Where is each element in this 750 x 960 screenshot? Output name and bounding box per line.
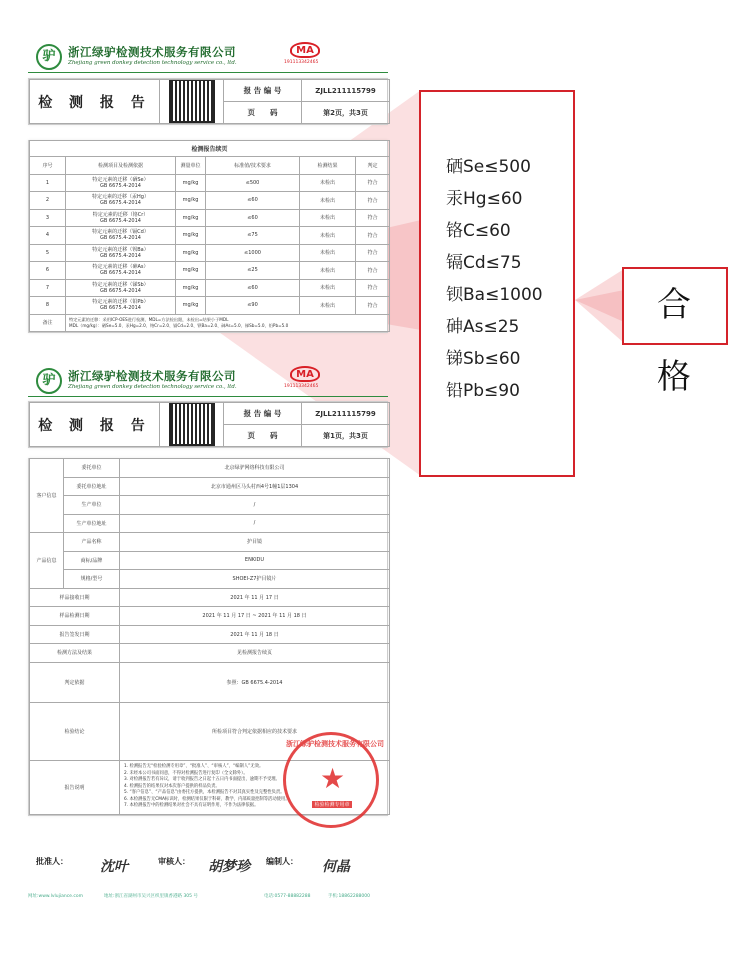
row-item <box>66 279 176 297</box>
field-label: 检测方法及结果 <box>30 644 120 663</box>
row-limit: ≤25 <box>206 262 300 280</box>
seal-bottom-text: 检验检测专用章 <box>312 801 352 808</box>
row-verdict: 符合 <box>356 227 390 245</box>
field-value: 护目镜 <box>120 533 390 552</box>
row-unit: mg/kg <box>176 174 206 192</box>
remark-label: 备注 <box>30 314 66 332</box>
row-no: 5 <box>30 244 66 262</box>
result-row <box>30 209 390 227</box>
row-no: 3 <box>30 209 66 227</box>
col-header: 序号 <box>30 157 66 175</box>
row-verdict: 符合 <box>356 209 390 227</box>
field-label: 样品检测日期 <box>30 607 120 626</box>
row-limit: ≤500 <box>206 174 300 192</box>
row-item <box>66 192 176 210</box>
company-logo-icon: 驴 <box>36 44 62 70</box>
approver-signature: 沈叶 <box>100 859 128 875</box>
row-result: 未检出 <box>300 209 356 227</box>
approver-label: 批准人： <box>36 857 68 866</box>
page1-sheet <box>28 401 388 448</box>
field-label: 产品名称 <box>64 533 120 552</box>
row-item <box>66 262 176 280</box>
company-logo-icon: 驴 <box>36 368 62 394</box>
remark-line: 特定元素的迁移：采用ICP-OES进行检测，MDL=方法检出限，未检出=结果小于MDL <box>69 316 229 322</box>
row-limit: ≤90 <box>206 297 300 315</box>
note-line: 2. 未经本公司书面同意，不得对检测报告进行复印（全文除外）。 <box>124 770 248 776</box>
cma-number: 191113342465 <box>284 384 319 389</box>
limit-item: 铬C≤60 <box>446 221 511 241</box>
star-icon: ★ <box>320 762 346 795</box>
field-value: SHOEI-Z7护目镜片 <box>120 570 390 589</box>
row-result: 未检出 <box>300 174 356 192</box>
page2-company-header <box>28 42 388 74</box>
signature-row <box>28 848 388 874</box>
row-item-method: GB 6675.4-2014 <box>100 235 141 242</box>
page-label: 页 码 <box>224 102 302 124</box>
cma-mark: MA <box>290 42 320 58</box>
reviewer-label: 审核人： <box>158 857 190 866</box>
row-item <box>66 174 176 192</box>
row-limit: ≤75 <box>206 227 300 245</box>
footer-address: 地址:浙江省湖州市吴兴区织里镇香港路 305 号 <box>104 894 198 899</box>
row-unit: mg/kg <box>176 262 206 280</box>
limit-item: 硒Se≤500 <box>446 157 531 177</box>
field-value: 北京市通州区马头村西4号1幢1层1304 <box>120 477 390 496</box>
limit-item: 镉Cd≤75 <box>446 253 522 273</box>
row-unit: mg/kg <box>176 209 206 227</box>
field-label: 商标/品牌 <box>64 551 120 570</box>
row-item-name: 特定元素的迁移（镉Cd） <box>92 229 149 236</box>
row-no: 7 <box>30 279 66 297</box>
field-value: 所检项目符合判定依据相应的技术要求 <box>120 702 390 760</box>
row-limit: ≤1000 <box>206 244 300 262</box>
row-result: 未检出 <box>300 244 356 262</box>
row-limit: ≤60 <box>206 209 300 227</box>
result-row <box>30 174 390 192</box>
field-value: 见检测报告续页 <box>120 644 390 663</box>
field-label: 检验结论 <box>30 702 120 760</box>
row-item <box>66 244 176 262</box>
limits-callout <box>419 90 575 477</box>
test-results-table <box>29 140 390 332</box>
note-line: 1. 检测报告无“检验检测专用章”、“批准人”、“审核人”、“编制人”无效。 <box>124 763 264 769</box>
page2-title-table <box>29 79 390 124</box>
remark-cell <box>66 314 390 332</box>
reviewer-signature: 胡梦珍 <box>208 859 250 875</box>
report-no-label: 报 告 编 号 <box>224 403 302 425</box>
row-unit: mg/kg <box>176 279 206 297</box>
result-row <box>30 297 390 315</box>
row-item-name: 特定元素的迁移（铅Pb） <box>92 299 149 306</box>
field-label: 报告说明 <box>30 760 120 814</box>
qr-code-icon <box>160 80 224 124</box>
official-seal <box>283 732 384 828</box>
report-title: 检 测 报 告 <box>30 403 160 447</box>
field-label: 判定依据 <box>30 662 120 702</box>
company-name-en: Zhejiang green donkey detection technology service co., ltd. <box>68 384 237 390</box>
note-line: 5. “客户信息”、“产品信息”由委托方提供，本检测报告不对其真实性及完整性负责。 <box>124 790 285 796</box>
row-result: 未检出 <box>300 279 356 297</box>
row-no: 4 <box>30 227 66 245</box>
note-line: 6. 本检测报告无CMA标识时，检测结果仅限于科研、教学、内部质量控制等活动使用。 <box>124 796 290 802</box>
col-header: 测量单位 <box>176 157 206 175</box>
note-line: 4. 检测报告的结果仅对本次客户提供的样品负责。 <box>124 783 220 789</box>
result-row <box>30 192 390 210</box>
header-divider <box>28 396 388 397</box>
field-label: 样品接收日期 <box>30 588 120 607</box>
col-header: 检测结果 <box>300 157 356 175</box>
company-name-cn: 浙江绿驴检测技术服务有限公司 <box>68 369 236 383</box>
seal-text: 浙江绿驴检测技术服务有限公司 <box>286 740 384 748</box>
col-header: 检测项目及检测依据 <box>66 157 176 175</box>
field-label: 报告签发日期 <box>30 625 120 644</box>
row-item-name: 特定元素的迁移（钡Ba） <box>92 246 149 253</box>
field-value: 2021 年 11 月 17 日 <box>120 588 390 607</box>
result-row <box>30 227 390 245</box>
row-unit: mg/kg <box>176 297 206 315</box>
footer-mobile: 手机:18862288000 <box>328 894 371 899</box>
field-label: 规格/型号 <box>64 570 120 589</box>
field-value: 2021 年 11 月 17 日 ~ 2021 年 11 月 18 日 <box>120 607 390 626</box>
row-item-method: GB 6675.4-2014 <box>100 200 141 207</box>
note-line: 7. 本检测报告中的检测结果对社会不具有证明作用，不作为法律依据。 <box>124 803 259 809</box>
row-verdict: 符合 <box>356 279 390 297</box>
company-name-cn: 浙江绿驴检测技术服务有限公司 <box>68 45 236 59</box>
row-unit: mg/kg <box>176 244 206 262</box>
row-verdict: 符合 <box>356 297 390 315</box>
row-verdict: 符合 <box>356 244 390 262</box>
row-item-name: 特定元素的迁移（砷As） <box>92 264 149 271</box>
page-value: 第2页，共3页 <box>302 102 390 124</box>
field-label: 生产单位 <box>64 496 120 515</box>
row-item-method: GB 6675.4-2014 <box>100 305 141 312</box>
row-result: 未检出 <box>300 297 356 315</box>
limit-item: 砷As≤25 <box>446 317 520 337</box>
footer-site: 网址:www.lvlujiance.com <box>28 894 83 899</box>
qr-code-icon <box>160 403 224 447</box>
row-unit: mg/kg <box>176 227 206 245</box>
header-divider <box>28 72 388 73</box>
pass-verdict: 合 格 <box>622 267 728 345</box>
row-item-method: GB 6675.4-2014 <box>100 217 141 224</box>
limit-item: 钡Ba≤1000 <box>446 285 543 305</box>
row-verdict: 符合 <box>356 262 390 280</box>
report-no-label: 报 告 编 号 <box>224 80 302 102</box>
row-no: 2 <box>30 192 66 210</box>
page2-sheet <box>28 78 388 125</box>
row-no: 6 <box>30 262 66 280</box>
product-group-label: 产品信息 <box>30 533 64 589</box>
report-no: ZJLL211115799 <box>302 80 390 102</box>
page-label: 页 码 <box>224 425 302 447</box>
row-unit: mg/kg <box>176 192 206 210</box>
row-result: 未检出 <box>300 192 356 210</box>
row-item-name: 特定元素的迁移（锑Sb） <box>92 281 149 288</box>
row-item-method: GB 6675.4-2014 <box>100 182 141 189</box>
row-verdict: 符合 <box>356 192 390 210</box>
field-value: / <box>120 514 390 533</box>
field-label: 委托单位地址 <box>64 477 120 496</box>
row-result: 未检出 <box>300 262 356 280</box>
row-no: 1 <box>30 174 66 192</box>
limit-item: 汞Hg≤60 <box>446 189 523 209</box>
page2-data-sheet <box>28 140 388 333</box>
field-value: 2021 年 11 月 18 日 <box>120 625 390 644</box>
field-label: 委托单位 <box>64 459 120 478</box>
report-no: ZJLL211115799 <box>302 403 390 425</box>
preparer-signature: 何晶 <box>322 859 350 875</box>
remark-line: MDL（mg/kg）：硒Se=5.0、汞Hg=2.0、铬Cr=2.0、镉Cd=2.0、钡Ba=2.0、砷As=5.0、锑Sb=5.0、铅Pb=5.0 <box>69 322 289 328</box>
field-label: 生产单位地址 <box>64 514 120 533</box>
client-group-label: 客户信息 <box>30 459 64 533</box>
col-header: 标准值/技术要求 <box>206 157 300 175</box>
field-value: 参照：GB 6675.4-2014 <box>120 662 390 702</box>
cma-mark: MA <box>290 366 320 382</box>
result-row <box>30 244 390 262</box>
report-title: 检 测 报 告 <box>30 80 160 124</box>
cma-number: 191113342465 <box>284 60 319 65</box>
row-item-name: 特定元素的迁移（硒Se） <box>92 176 149 183</box>
preparer-label: 编制人： <box>266 857 298 866</box>
section-title: 检测报告续页 <box>30 141 390 157</box>
company-name-en: Zhejiang green donkey detection technology service co., ltd. <box>68 60 237 66</box>
row-item-method: GB 6675.4-2014 <box>100 287 141 294</box>
field-value: / <box>120 496 390 515</box>
row-item-name: 特定元素的迁移（汞Hg） <box>92 194 149 201</box>
row-item <box>66 297 176 315</box>
result-row <box>30 262 390 280</box>
result-row <box>30 279 390 297</box>
col-header: 判定 <box>356 157 390 175</box>
footer-phone: 电话:0577-88882288 <box>264 894 311 899</box>
row-result: 未检出 <box>300 227 356 245</box>
row-no: 8 <box>30 297 66 315</box>
note-line: 3. 对检测报告若有异议，请于收到报告之日起十五日内书面提出，逾期不予受理。 <box>124 777 280 783</box>
page-value: 第1页，共3页 <box>302 425 390 447</box>
field-value: 北京绿驴网络科技有限公司 <box>120 459 390 478</box>
page1-title-table <box>29 402 390 447</box>
row-item <box>66 209 176 227</box>
row-verdict: 符合 <box>356 174 390 192</box>
row-item-name: 特定元素的迁移（铬Cr） <box>92 211 149 218</box>
field-value: ENKIDU <box>120 551 390 570</box>
row-limit: ≤60 <box>206 279 300 297</box>
limit-item: 铅Pb≤90 <box>446 381 520 401</box>
row-limit: ≤60 <box>206 192 300 210</box>
row-item-method: GB 6675.4-2014 <box>100 252 141 259</box>
row-item <box>66 227 176 245</box>
row-item-method: GB 6675.4-2014 <box>100 270 141 277</box>
page1-company-header <box>28 366 388 398</box>
limit-item: 锑Sb≤60 <box>446 349 521 369</box>
